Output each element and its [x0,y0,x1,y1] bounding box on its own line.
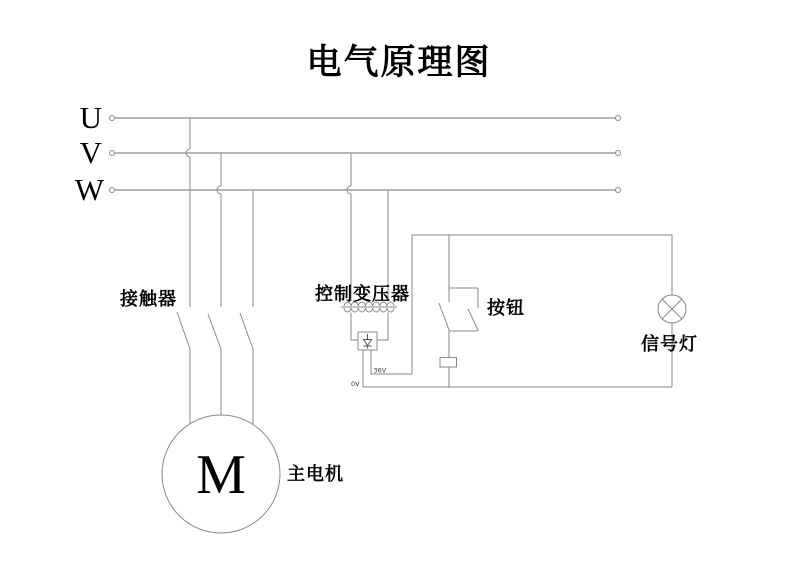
phase-u-label: U [79,100,102,135]
page-title: 电气原理图 [306,43,492,83]
tap-36v-label: 36V [373,366,387,375]
motor-letter: M [196,444,246,506]
coil-symbol [440,358,457,368]
button-bottom-wires [449,330,478,357]
bottom-rail [363,323,672,387]
terminal-icon [110,151,115,156]
motor-symbol [162,415,280,533]
lamp-symbol [658,295,686,323]
terminal-icon [616,116,621,121]
motor-label: 主电机 [287,464,344,485]
phase-v-label: V [79,135,102,170]
terminal-icon [616,188,621,193]
secondary-winding-icon [344,308,394,312]
phase-labels [75,100,105,207]
signal-lamp-label: 信号灯 [641,334,698,355]
contactor-symbol [177,312,253,424]
button-symbol [439,235,478,387]
top-rail [412,235,672,374]
terminal-icon [110,116,115,121]
contactor-label: 接触器 [120,289,177,310]
transformer-feed-wires [347,153,388,301]
contact-blade-icon [439,303,449,330]
contact-blade-icon [468,309,478,330]
button-label: 按钮 [487,298,525,319]
contact-blade-icon [240,313,253,349]
contact-blade-icon [177,312,190,349]
button-top-wires [449,235,478,308]
tap-0v-label: 0V [351,380,360,388]
phase-w-label: W [74,172,104,207]
terminal-icon [110,188,115,193]
motor-feed-wires [190,349,253,424]
transformer-label: 控制变压器 [315,284,410,305]
terminal-icon [616,151,621,156]
contact-blade-icon [208,314,221,349]
phase-drop-wires [186,118,253,307]
